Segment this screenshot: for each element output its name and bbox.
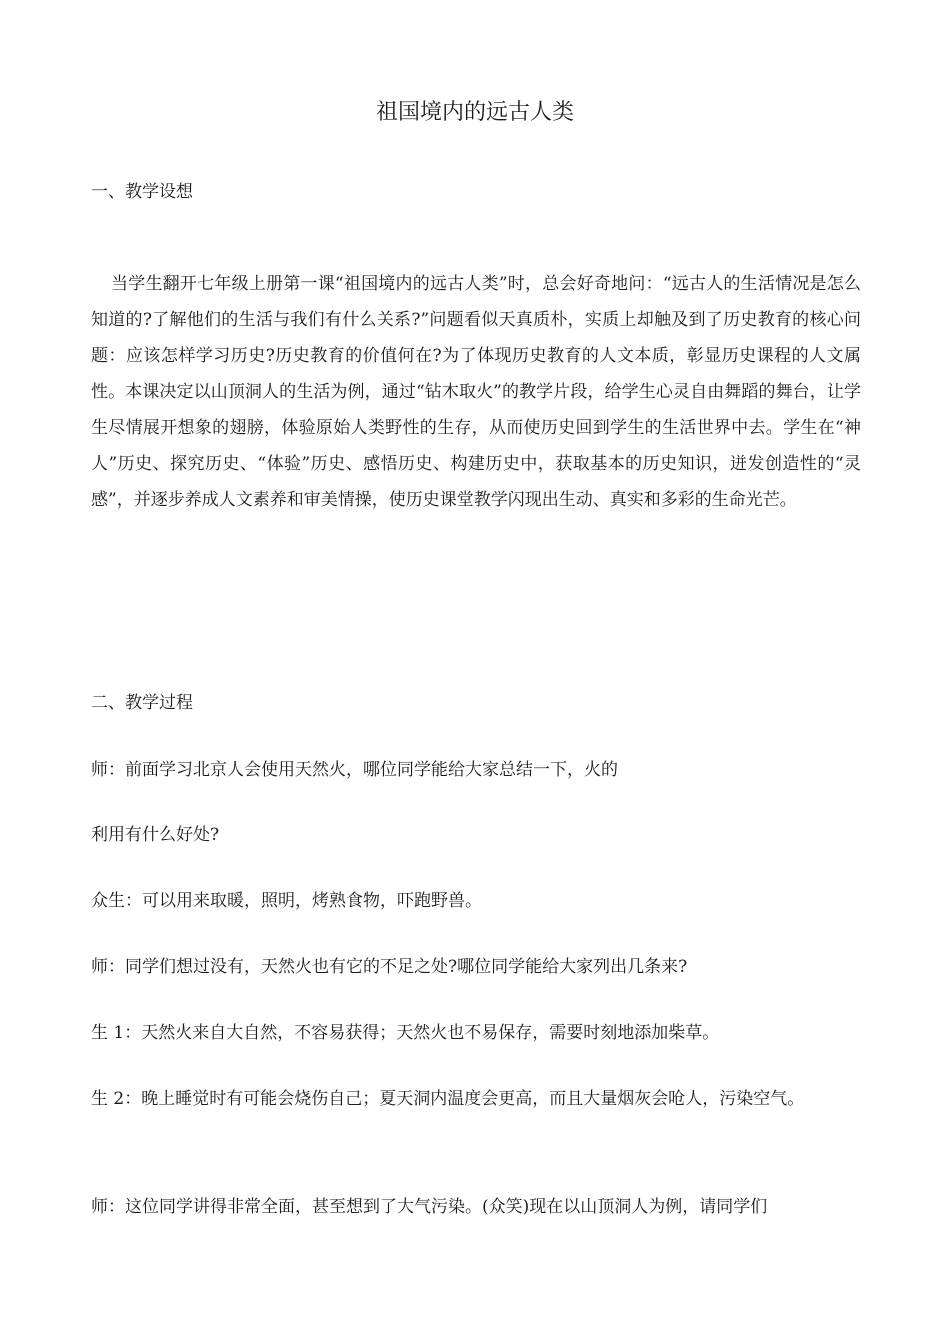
teaching-concept-paragraph: 当学生翻开七年级上册第一课“祖国境内的远古人类”时，总会好奇地问：“远古人的生活情况是怎么知道的?了解他们的生活与我们有什么关系?”问题看似天真质朴，实质上却触及到了历史教育的核心问题：应该怎样学习历史?历史教育的价值何在?为了体现历史教育的人文本质，彰显历史课程的人文属性。本课决定以山顶洞人的生活为例，通过“钻木取火”的教学片段，给学生心灵自由舞蹈的舞台，让学生尽情展开想象的翅膀，体验原始人类野性的生存，从而使历史回到学生的生活世界中去。学生在“神人”历史、探究历史、“体验”历史、感悟历史、构建历史中，获取基本的历史知识，迸发创造性的“灵感”，并逐步养成人文素养和审美情操，使历史课堂教学闪现出生动、真实和多彩的生命光芒。 (91, 274, 861, 510)
dialogue-line: 师：前面学习北京人会使用天然火，哪位同学能给大家总结一下，火的 (91, 760, 618, 780)
dialogue-line: 生 1：天然火来自大自然，不容易获得；天然火也不易保存，需要时刻地添加柴草。 (91, 1023, 720, 1043)
section-heading-teaching-process: 二、教学过程 (91, 693, 193, 713)
dialogue-line: 师：同学们想过没有，天然火也有它的不足之处?哪位同学能给大家列出几条来? (91, 957, 688, 977)
dialogue-line: 生 2：晚上睡觉时有可能会烧伤自己；夏天洞内温度会更高，而且大量烟灰会呛人，污染空气。 (91, 1089, 805, 1109)
document-title: 祖国境内的远古人类 (375, 100, 574, 125)
dialogue-line: 众生：可以用来取暖，照明，烤熟食物，吓跑野兽。 (91, 891, 482, 911)
section-heading-teaching-concept: 一、教学设想 (91, 182, 193, 202)
dialogue-line: 利用有什么好处? (91, 825, 220, 845)
dialogue-line: 师：这位同学讲得非常全面，甚至想到了大气污染。(众笑)现在以山顶洞人为例，请同学们 (91, 1197, 768, 1217)
